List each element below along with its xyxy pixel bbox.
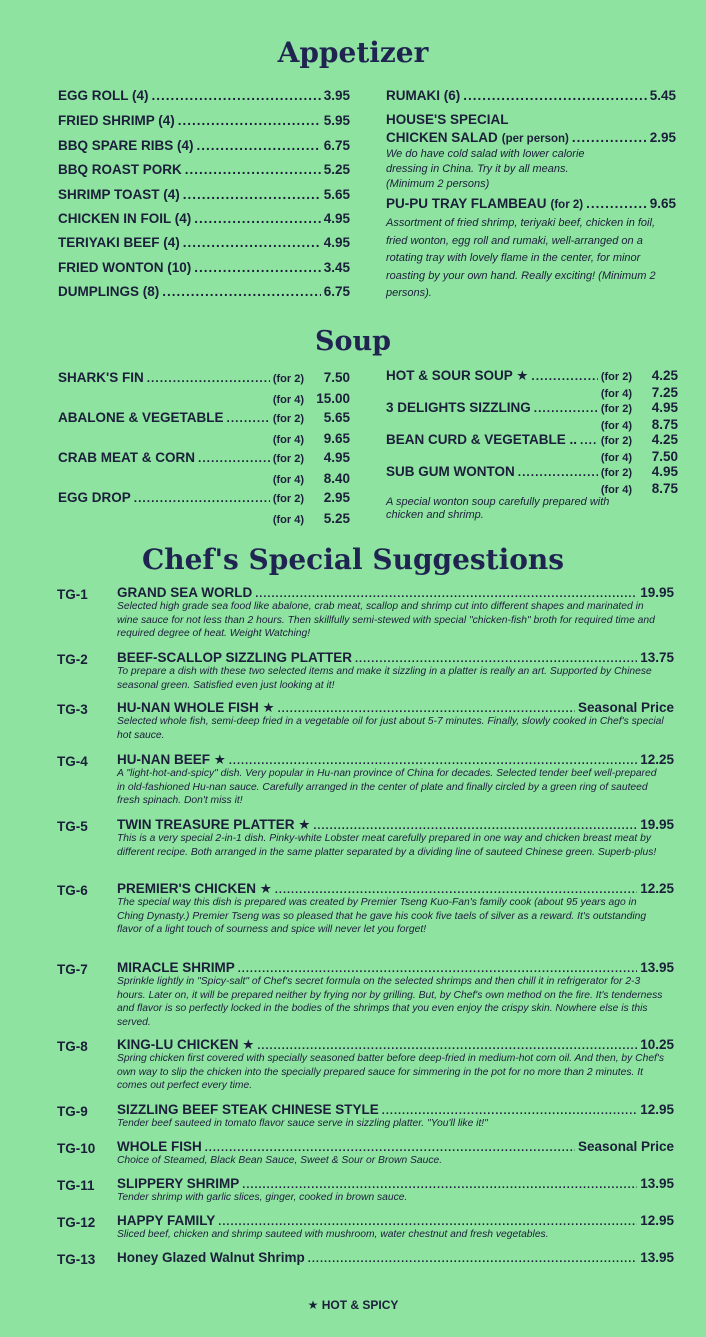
- leader-dots: [242, 1179, 637, 1191]
- leader-dots: [463, 88, 646, 103]
- menu-item: [58, 88, 350, 103]
- soup-price: 5.65: [323, 410, 350, 425]
- dish-name: HU-NAN WHOLE FISH ★: [117, 700, 275, 715]
- soup-size: (for 4): [600, 452, 632, 464]
- soup-row: [386, 481, 678, 496]
- soup-size: (for 2): [600, 467, 632, 479]
- soup-row: [58, 431, 350, 446]
- item-name: BBQ SPARE RIBS (4): [58, 138, 194, 153]
- soup-price: 8.75: [651, 481, 678, 496]
- soup-row: [58, 511, 350, 526]
- soup-price: 7.50: [651, 449, 678, 464]
- dish-price: 19.95: [640, 817, 674, 832]
- menu-item: [58, 187, 350, 202]
- item-price: 6.75: [323, 284, 350, 299]
- soup-size: (for 4): [600, 484, 632, 496]
- dish-price: 19.95: [640, 585, 674, 600]
- menu-item: [58, 138, 350, 153]
- item-price: 3.95: [323, 88, 350, 103]
- leader-dots: [382, 1105, 637, 1117]
- dish-name: HU-NAN BEEF ★: [117, 752, 226, 767]
- soup-name: CRAB MEAT & CORN: [58, 450, 195, 465]
- dish-price: 13.95: [640, 960, 674, 975]
- soup-size: (for 4): [272, 434, 304, 446]
- dish-name: KING-LU CHICKEN ★: [117, 1037, 255, 1052]
- soup-name: ABALONE & VEGETABLE: [58, 410, 224, 425]
- menu-item-pupu-tray: [386, 196, 676, 211]
- dish-name: MIRACLE SHRIMP: [117, 960, 235, 975]
- soup-price: 8.40: [323, 471, 350, 486]
- dish-description: To prepare a dish with these two selected items and make it sizzling in a platter is really an art. Supported by Chinese seasonal green. Satisfied even just looking at it!: [117, 666, 652, 691]
- soup-size: (for 4): [272, 474, 304, 486]
- leader-dots: [178, 113, 321, 128]
- dish-name: SLIPPERY SHRIMP: [117, 1176, 240, 1191]
- menu-item: [58, 260, 350, 275]
- soup-size: (for 2): [600, 435, 632, 447]
- soup-price: 2.95: [323, 490, 350, 505]
- soup-name: SHARK'S FIN: [58, 370, 144, 385]
- leader-dots: [355, 653, 637, 665]
- dish-code: TG-5: [57, 819, 88, 834]
- leader-dots: [205, 1142, 575, 1154]
- dish-description: A "light-hot-and-spicy" dish. Very popular in Hu-nan province of China for decades. Selected tender beef well-prepared in old-fashioned Hu-nan sauce. Carefully arranged in the center of plate and finally circled by a green ring of sauteed fresh spinach. Don't miss it!: [117, 768, 657, 806]
- soup-size: (for 2): [272, 413, 304, 425]
- leader-dots: [183, 235, 321, 250]
- dish-name: WHOLE FISH: [117, 1139, 202, 1154]
- dish-code: TG-9: [57, 1104, 88, 1119]
- leader-dots: [257, 1040, 637, 1052]
- dish-name: Honey Glazed Walnut Shrimp: [117, 1250, 305, 1265]
- dish-description: The special way this dish is prepared was created by Premier Tseng Kuo-Fan's family cook (about 95 years ago in Ching Dynasty.) Premier Tseng was so pleased that he gave his cook five taels of silver as a reward. It's outstanding flavor of a light touch of sourness and spice will never let you forget!: [117, 897, 647, 935]
- soup-size: (for 2): [272, 493, 304, 505]
- soup-price: 15.00: [316, 391, 350, 406]
- soup-price: 5.25: [323, 511, 350, 526]
- leader-dots: [147, 371, 270, 385]
- dish-description: Tender shrimp with garlic slices, ginger, cooked in brown sauce.: [117, 1192, 408, 1203]
- leader-dots: [134, 491, 270, 505]
- dish-name: GRAND SEA WORLD: [117, 585, 253, 600]
- soup-price: 4.25: [651, 368, 678, 383]
- item-name: PU-PU TRAY FLAMBEAU: [386, 196, 547, 211]
- dish-name: TWIN TREASURE PLATTER ★: [117, 817, 311, 832]
- soup-row: [386, 432, 678, 447]
- soup-size: (for 4): [600, 388, 632, 400]
- item-price: 5.65: [323, 187, 350, 202]
- dish-row: [117, 1213, 674, 1228]
- dish-code: TG-2: [57, 652, 88, 667]
- dish-price: 12.95: [640, 1213, 674, 1228]
- item-name: CHICKEN IN FOIL (4): [58, 211, 192, 226]
- dish-code: TG-3: [57, 702, 88, 717]
- item-price: 2.95: [649, 130, 676, 145]
- soup-name: 3 DELIGHTS SIZZLING: [386, 400, 531, 415]
- item-size: (for 2): [550, 199, 584, 211]
- leader-dots: [162, 284, 320, 299]
- soup-row: [386, 400, 678, 415]
- leader-dots: [308, 1253, 637, 1265]
- leader-dots: [218, 1216, 637, 1228]
- dish-row: [117, 881, 674, 897]
- hot-spicy-legend: ★ HOT & SPICY: [307, 1298, 399, 1312]
- dish-name: SIZZLING BEEF STEAK CHINESE STYLE: [117, 1102, 379, 1117]
- leader-dots: [194, 211, 320, 226]
- item-name: TERIYAKI BEEF (4): [58, 235, 180, 250]
- menu-item: [58, 211, 350, 226]
- dish-price: 12.25: [640, 752, 674, 767]
- soup-row: [386, 368, 678, 384]
- menu-item-rumaki: [386, 88, 676, 103]
- dish-code: TG-13: [57, 1252, 96, 1267]
- dish-price: 13.95: [640, 1250, 674, 1265]
- item-name: BBQ ROAST PORK: [58, 162, 182, 177]
- item-name: FRIED WONTON (10): [58, 260, 192, 275]
- item-name: FRIED SHRIMP (4): [58, 113, 175, 128]
- dish-row: [117, 1176, 674, 1191]
- item-price: 4.95: [323, 211, 350, 226]
- appetizer-title: Appetizer: [277, 36, 429, 69]
- item-price: 5.45: [649, 88, 676, 103]
- soup-size: (for 2): [600, 403, 632, 415]
- leader-dots: [572, 130, 647, 145]
- dish-price: Seasonal Price: [577, 1139, 674, 1154]
- dish-row: [117, 1102, 674, 1117]
- leader-dots: [198, 451, 270, 465]
- leader-dots: [580, 433, 598, 447]
- item-price: 4.95: [323, 235, 350, 250]
- item-price: 5.25: [323, 162, 350, 177]
- soup-row: [386, 417, 678, 432]
- dish-row: [117, 1139, 674, 1154]
- item-name: HOUSE'S SPECIAL: [386, 112, 509, 127]
- leader-dots: [531, 369, 597, 383]
- dish-code: TG-10: [57, 1141, 96, 1156]
- item-name: CHICKEN SALAD: [386, 130, 498, 145]
- soup-price: 7.25: [651, 385, 678, 400]
- soup-row: [386, 449, 678, 464]
- item-price: 3.45: [323, 260, 350, 275]
- soup-price: 4.95: [651, 464, 678, 479]
- leader-dots: [238, 963, 637, 975]
- soup-name: BEAN CURD & VEGETABLE ..: [386, 432, 578, 447]
- leader-dots: [278, 703, 575, 715]
- dish-price: 13.75: [640, 650, 674, 665]
- dish-description: Choice of Steamed, Black Bean Sauce, Sweet & Sour or Brown Sauce.: [117, 1155, 443, 1166]
- soup-title: Soup: [314, 326, 392, 357]
- soup-size: (for 2): [272, 373, 304, 385]
- dish-row: [117, 650, 674, 665]
- house-salad-description: We do have cold salad with lower calorie dressing in China. Try it by all means. (Minimum 2 persons): [386, 148, 585, 190]
- dish-code: TG-1: [57, 587, 88, 602]
- soup-size: (for 4): [600, 420, 632, 432]
- dish-price: Seasonal Price: [577, 700, 674, 715]
- dish-code: TG-11: [57, 1178, 95, 1193]
- dish-code: TG-7: [57, 962, 88, 977]
- dish-name: BEEF-SCALLOP SIZZLING PLATTER: [117, 650, 352, 665]
- soup-name: HOT & SOUR SOUP ★: [386, 368, 529, 383]
- item-name: RUMAKI (6): [386, 88, 461, 103]
- leader-dots: [183, 187, 321, 202]
- soup-row: [58, 410, 350, 425]
- leader-dots: [185, 162, 321, 177]
- soup-price: 9.65: [323, 431, 350, 446]
- dish-description: Tender beef sauteed in tomato flavor sauce serve in sizzling platter. "You'll like it!": [117, 1118, 488, 1129]
- soup-row: [58, 471, 350, 486]
- item-name: SHRIMP TOAST (4): [58, 187, 180, 202]
- dish-description: Sprinkle lightly in "Spicy-salt" of Chef's secret formula on the selected shrimps and then chill it in refrigerator for 2-3 hours. Later on, it will be prepared neither by frying nor by grilling. But, by Chef's own method on the fire. It's tenderness and flavor is so perfectly locked in the bodies of the shrimps that you even enjoy the crispy skin. Nowhere else is this served.: [117, 976, 663, 1028]
- item-price: 5.95: [323, 113, 350, 128]
- pupu-tray-description: Assortment of fried shrimp, teriyaki beef, chicken in foil, fried wonton, egg roll and rumaki, well-arranged on a rotating tray with lovely flame in the center, for minor roasting by your own hand. Really exciting! (Minimum 2 persons).: [386, 217, 656, 299]
- item-size: (per person): [501, 133, 569, 145]
- menu-item: [58, 113, 350, 128]
- dish-code: TG-8: [57, 1039, 88, 1054]
- chef-special-title: Chef's Special Suggestions: [141, 543, 565, 576]
- soup-row: [58, 391, 350, 406]
- soup-price: 4.95: [323, 450, 350, 465]
- soup-row: [58, 370, 350, 385]
- soup-size: (for 4): [272, 394, 304, 406]
- dish-row: [117, 1250, 674, 1265]
- dish-description: Sliced beef, chicken and shrimp sauteed with mushroom, water chestnut and fresh vegetables.: [117, 1229, 549, 1240]
- menu-item: [58, 162, 350, 177]
- dish-description: Selected whole fish, semi-deep fried in a vegetable oil for just about 5-7 minutes. Finally, slowly cooked in Chef's special hot sauce.: [117, 716, 664, 741]
- soup-size: (for 2): [272, 453, 304, 465]
- soup-size: (for 2): [600, 371, 632, 383]
- dish-price: 13.95: [640, 1176, 674, 1191]
- dish-code: TG-6: [57, 883, 88, 898]
- dish-price: 10.25: [640, 1037, 674, 1052]
- dish-code: TG-12: [57, 1215, 96, 1230]
- soup-price: 7.50: [323, 370, 350, 385]
- menu-item-house-salad-heading: [386, 112, 676, 127]
- soup-price: 4.95: [651, 400, 678, 415]
- dish-price: 12.25: [640, 881, 674, 896]
- soup-name: SUB GUM WONTON: [386, 464, 515, 479]
- dish-description: Spring chicken first covered with specially seasoned batter before deep-fried in medium-hot corn oil. And then, by Chef's own way to slip the chicken into the specially prepared sauce for simmering in the pot for no more than 2 minutes. It comes out perfect every time.: [117, 1053, 665, 1091]
- item-price: 9.65: [649, 196, 676, 211]
- soup-row: [58, 450, 350, 465]
- leader-dots: [194, 260, 320, 275]
- leader-dots: [313, 820, 637, 832]
- menu-item-house-salad: [386, 130, 676, 145]
- dish-name: PREMIER'S CHICKEN ★: [117, 881, 272, 896]
- leader-dots: [197, 138, 321, 153]
- leader-dots: [227, 411, 270, 425]
- dish-price: 12.95: [640, 1102, 674, 1117]
- dish-row: [117, 585, 674, 600]
- soup-price: 4.25: [651, 432, 678, 447]
- soup-name: EGG DROP: [58, 490, 131, 505]
- leader-dots: [534, 401, 598, 415]
- menu-item: [58, 284, 350, 299]
- leader-dots: [275, 884, 637, 896]
- leader-dots: [255, 588, 637, 600]
- soup-row: [58, 490, 350, 505]
- item-price: 6.75: [323, 138, 350, 153]
- dish-row: [117, 960, 674, 975]
- soup-row: [386, 385, 678, 400]
- leader-dots: [152, 88, 321, 103]
- soup-note: A special wonton soup carefully prepared with chicken and shrimp.: [386, 496, 610, 521]
- dish-row: [117, 817, 674, 833]
- item-name: EGG ROLL (4): [58, 88, 149, 103]
- dish-description: This is a very special 2-in-1 dish. Pinky-white Lobster meat carefully prepared in one way and chicken breast meat by different recipe. Both arranged in the same platter separated by a dividing line of sauteed Chinese green. Superb-plus!: [117, 833, 657, 858]
- leader-dots: [229, 755, 637, 767]
- soup-row: [386, 464, 678, 479]
- dish-row: [117, 700, 674, 716]
- dish-row: [117, 1037, 674, 1053]
- dish-description: Selected high grade sea food like abalone, crab meat, scallop and shrimp cut into different shapes and marinated in wine sauce for not less than 2 hours. Then skillfully semi-stewed with special "chicken-fish" broth for required time and required degree of heat. Weight Watching!: [117, 601, 655, 639]
- leader-dots: [518, 465, 598, 479]
- dish-name: HAPPY FAMILY: [117, 1213, 216, 1228]
- soup-price: 8.75: [651, 417, 678, 432]
- leader-dots: [586, 196, 647, 211]
- dish-code: TG-4: [57, 754, 88, 769]
- dish-row: [117, 752, 674, 768]
- soup-size: (for 4): [272, 514, 304, 526]
- item-name: DUMPLINGS (8): [58, 284, 160, 299]
- menu-item: [58, 235, 350, 250]
